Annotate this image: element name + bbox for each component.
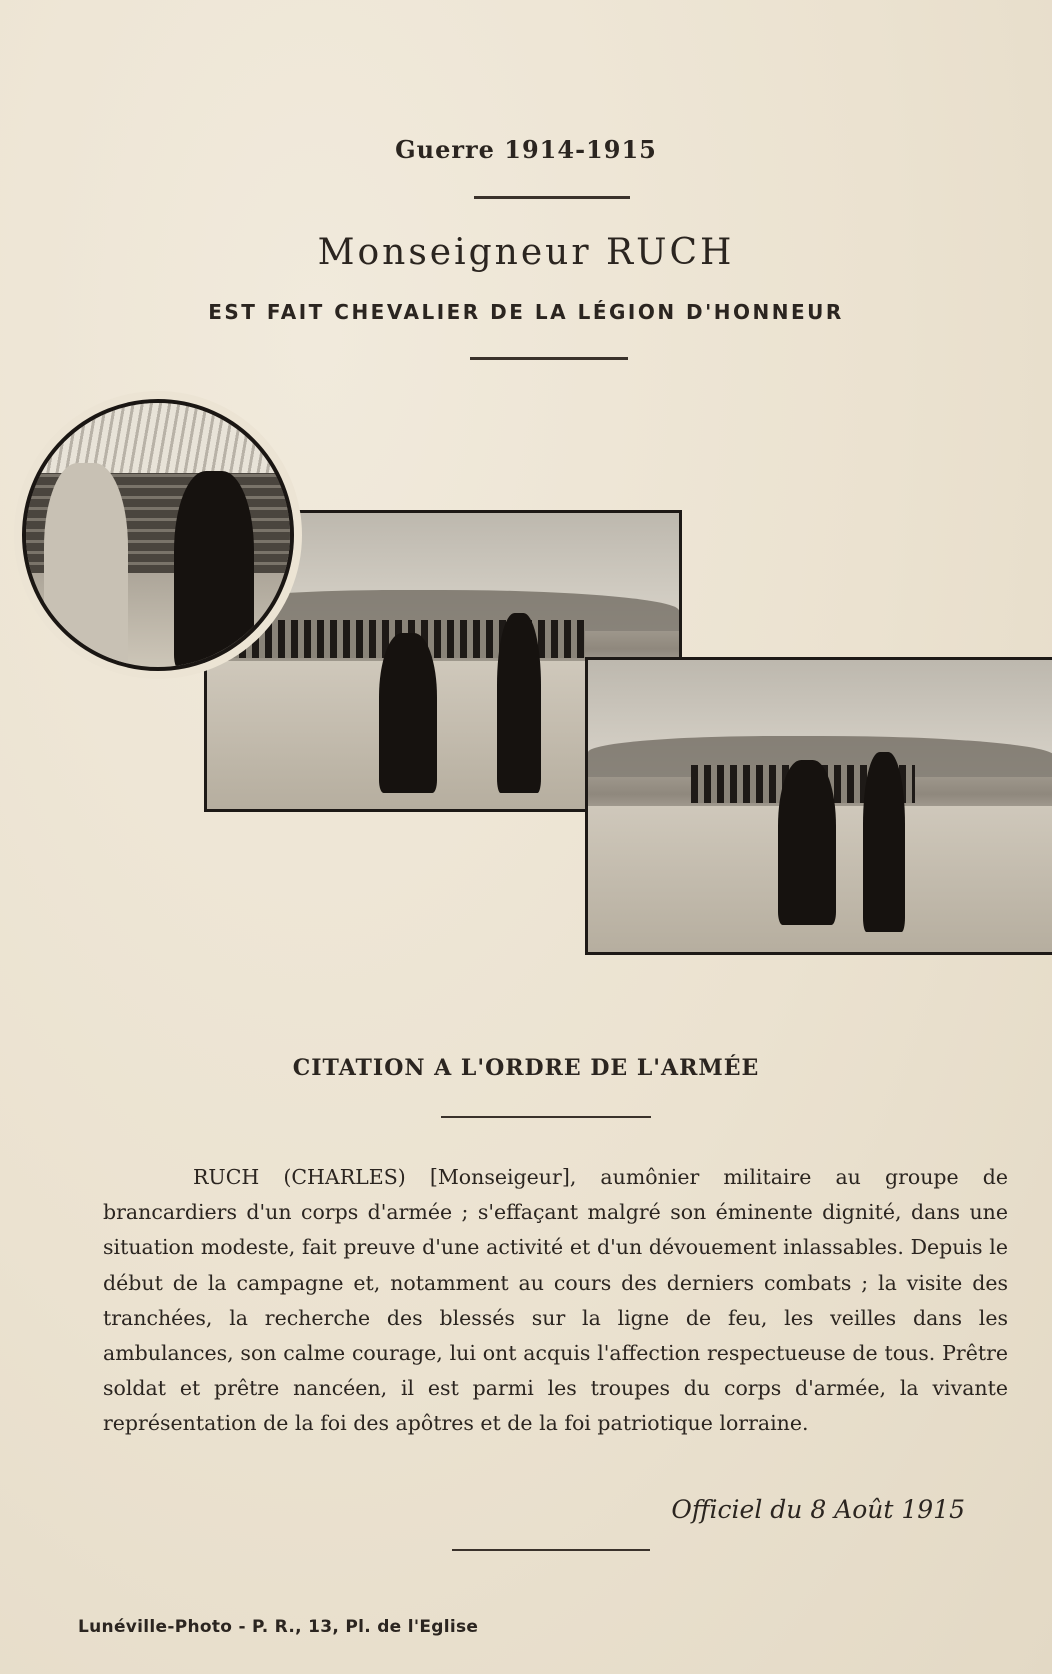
ceremony-photo-2 (585, 657, 1052, 955)
divider-top (474, 196, 630, 199)
citation-text (103, 1160, 1008, 1442)
bishop-figure (379, 633, 437, 793)
citation-source: Officiel du 8 Août 1915 (671, 1495, 965, 1524)
divider-title (470, 357, 628, 360)
subtitle: EST FAIT CHEVALIER DE LA LÉGION D'HONNEUR (208, 300, 844, 324)
page-title: Monseigneur RUCH (317, 232, 735, 273)
citation-heading: CITATION A L'ORDRE DE L'ARMÉE (292, 1055, 760, 1081)
divider-bottom (452, 1549, 650, 1551)
bishop-figure (778, 760, 836, 925)
portrait-medallion (22, 399, 294, 671)
officer-portrait-figure (44, 463, 128, 671)
bishop-portrait-figure (174, 471, 254, 671)
publisher-imprint: Lunéville-Photo - P. R., 13, Pl. de l'Eglise (78, 1617, 479, 1637)
divider-citation (441, 1116, 651, 1118)
officer-figure (863, 752, 905, 932)
citation-body: RUCH (CHARLES) [Monseigeur], aumônier militaire au groupe de brancardiers d'un corps d'armée ; s'effaçant malgré son éminente dignité, dans une situation modeste, fait preuve d'une activité et d'un dévouement inlassables. Depuis le début de la campagne et, notamment au cours des derniers combats ; la visite des tranchées, la recherche des blessés sur la ligne de feu, les veilles dans les ambulances, son calme courage, lui ont acquis l'affection respectueuse de tous. Prêtre soldat et prêtre nancéen, il est parmi les troupes du corps d'armée, la vivante représentation de la foi des apôtres et de la foi patriotique lorraine. (103, 1165, 1008, 1436)
war-label: Guerre 1914-1915 (395, 135, 657, 164)
officer-figure (497, 613, 541, 793)
